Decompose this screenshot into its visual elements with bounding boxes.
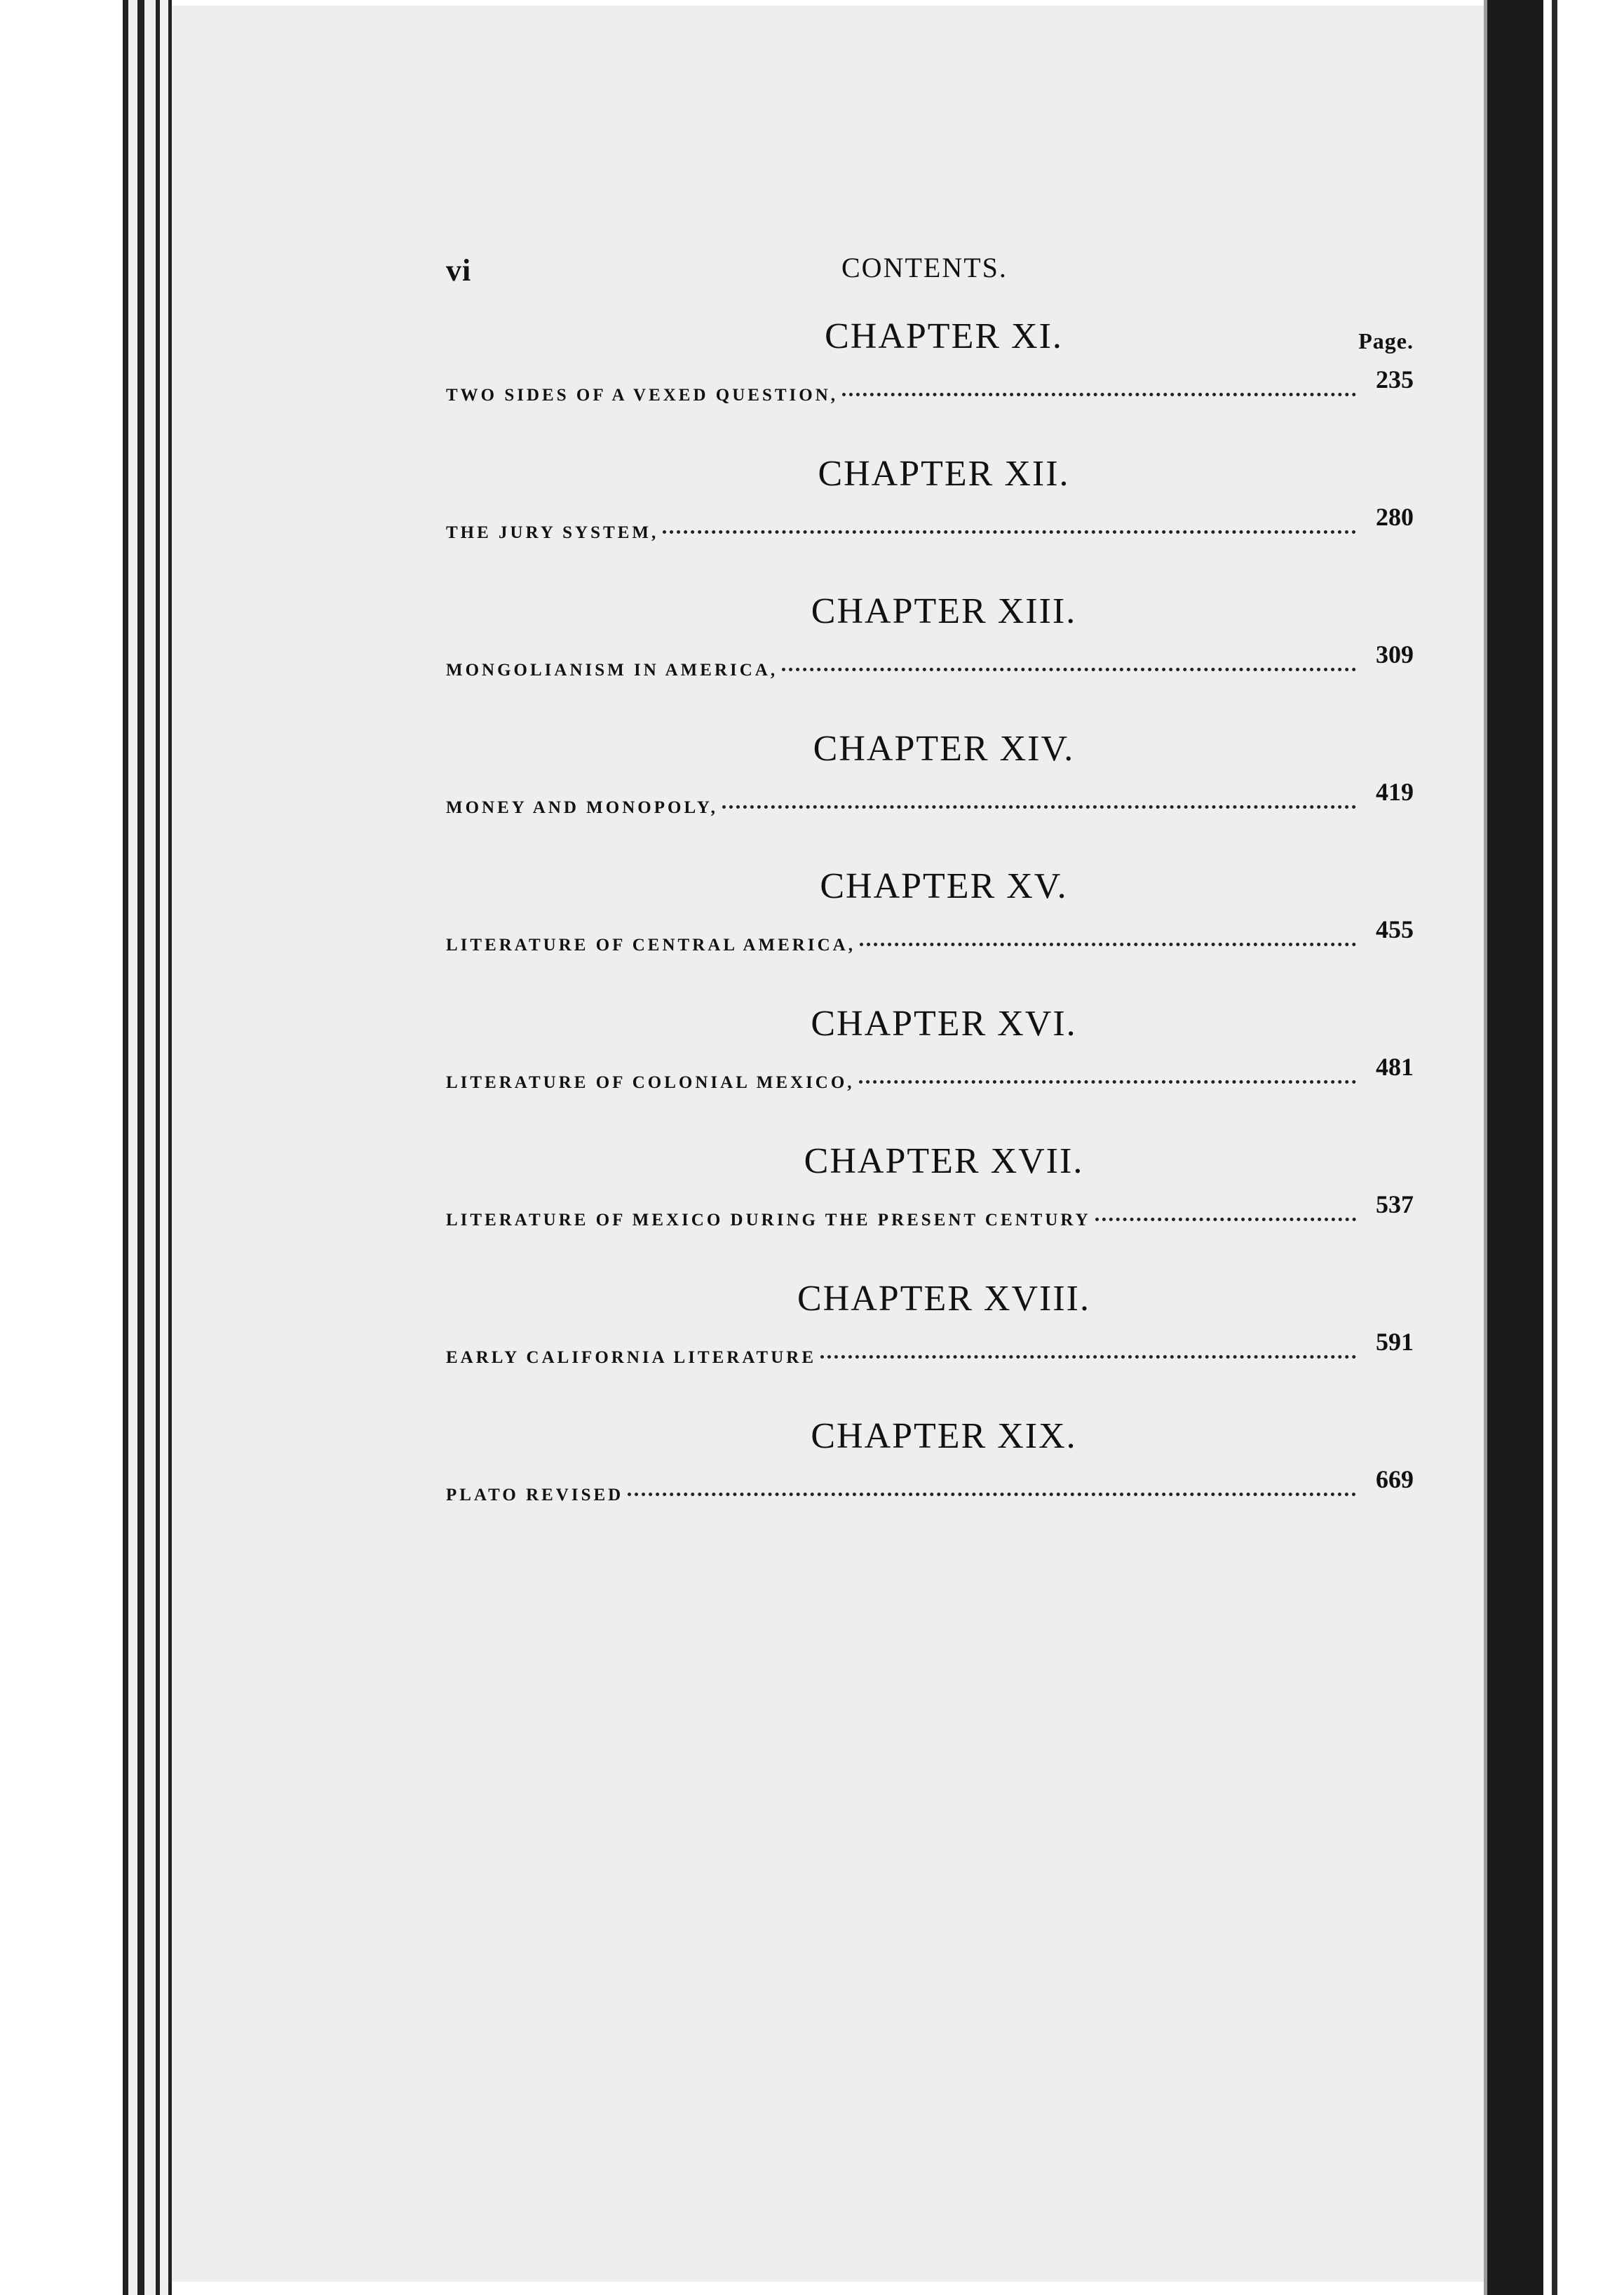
book-edge-strip xyxy=(160,0,168,2295)
chapter-block xyxy=(446,1003,1414,1107)
dot-leader xyxy=(842,393,1356,396)
chapter-block xyxy=(446,866,1414,969)
book-edge-strip xyxy=(128,0,137,2295)
entry-page-number: 455 xyxy=(1376,915,1414,943)
contents-entry xyxy=(446,1190,1414,1244)
contents-entry xyxy=(446,1053,1414,1107)
page-column-label: Page. xyxy=(1358,328,1414,354)
dot-leader xyxy=(859,1080,1356,1084)
entry-page-number: 309 xyxy=(1376,640,1414,668)
chapter-heading: CHAPTER XI. xyxy=(825,316,1063,356)
entry-page-number: 235 xyxy=(1376,365,1414,393)
chapter-block xyxy=(446,453,1414,557)
chapter-block xyxy=(446,316,1414,419)
entry-page-number: 669 xyxy=(1376,1465,1414,1493)
chapter-heading: CHAPTER XV. xyxy=(820,866,1068,906)
chapter-block xyxy=(446,728,1414,832)
dot-leader xyxy=(782,668,1356,671)
contents-entry xyxy=(446,365,1414,419)
entry-page-number: 280 xyxy=(1376,503,1414,531)
entry-page-number: 537 xyxy=(1376,1190,1414,1218)
entry-title: EARLY CALIFORNIA LITERATURE xyxy=(446,1348,816,1367)
entry-title: LITERATURE OF COLONIAL MEXICO, xyxy=(446,1073,855,1092)
entry-title: TWO SIDES OF A VEXED QUESTION, xyxy=(446,386,839,405)
running-title: CONTENTS. xyxy=(841,252,1008,283)
chapter-block xyxy=(446,1140,1414,1244)
entry-title: MONEY AND MONOPOLY, xyxy=(446,798,718,817)
dot-leader xyxy=(722,805,1356,809)
book-edge-stack xyxy=(0,0,189,2295)
dot-leader xyxy=(860,943,1356,946)
page-right-edge-thin xyxy=(1552,0,1557,2295)
contents-entry xyxy=(446,503,1414,557)
chapter-block xyxy=(446,591,1414,694)
contents-entry xyxy=(446,640,1414,694)
entry-title: THE JURY SYSTEM, xyxy=(446,523,659,542)
contents-entry xyxy=(446,915,1414,969)
chapter-heading: CHAPTER XIX. xyxy=(811,1416,1077,1456)
dot-leader xyxy=(628,1493,1356,1496)
dot-leader xyxy=(820,1355,1356,1359)
chapter-block xyxy=(446,1278,1414,1382)
entry-page-number: 591 xyxy=(1376,1328,1414,1356)
chapter-heading: CHAPTER XIII. xyxy=(811,591,1077,631)
contents-entry xyxy=(446,1465,1414,1519)
chapter-block xyxy=(446,1415,1414,1519)
entry-title: PLATO REVISED xyxy=(446,1486,624,1505)
chapter-heading: CHAPTER XII. xyxy=(818,454,1070,494)
book-edge-line xyxy=(137,0,144,2295)
contents-entry xyxy=(446,778,1414,832)
chapter-heading: CHAPTER XIV. xyxy=(813,729,1075,769)
entry-page-number: 481 xyxy=(1376,1053,1414,1081)
entry-title: LITERATURE OF MEXICO DURING THE PRESENT CENTURY xyxy=(446,1211,1091,1230)
entry-page-number: 419 xyxy=(1376,778,1414,806)
contents-page xyxy=(446,238,1414,1519)
dot-leader xyxy=(663,530,1356,534)
page-right-edge xyxy=(1487,0,1543,2295)
chapter-heading: CHAPTER XVI. xyxy=(811,1004,1077,1044)
page-header xyxy=(446,238,1414,295)
book-edge-strip xyxy=(144,0,156,2295)
page-number: vi xyxy=(446,253,472,288)
entry-title: MONGOLIANISM IN AMERICA, xyxy=(446,661,778,680)
chapter-list xyxy=(446,316,1414,1519)
book-edge-line xyxy=(123,0,128,2295)
dot-leader xyxy=(1095,1218,1356,1221)
chapter-heading: CHAPTER XVII. xyxy=(804,1141,1084,1181)
chapter-heading: CHAPTER XVIII. xyxy=(797,1279,1090,1319)
entry-title: LITERATURE OF CENTRAL AMERICA, xyxy=(446,936,855,955)
contents-entry xyxy=(446,1328,1414,1382)
